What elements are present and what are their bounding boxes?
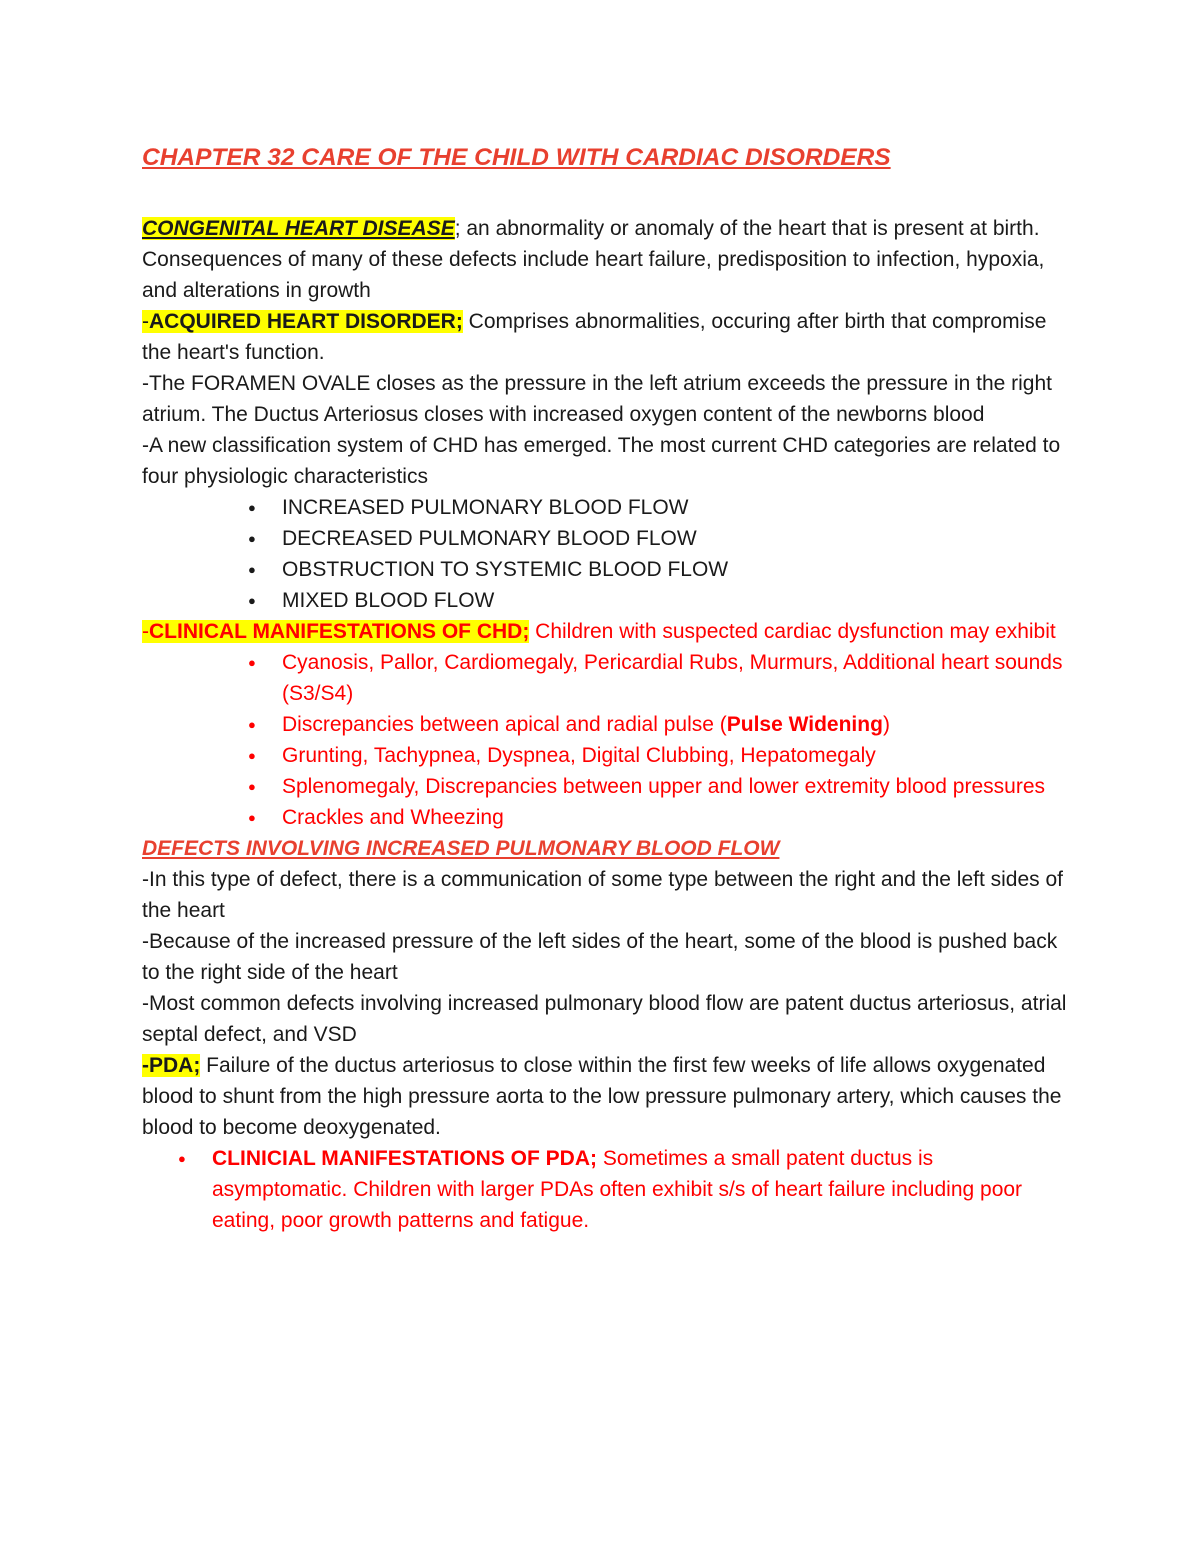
- list-item: ● Crackles and Wheezing: [282, 802, 1070, 833]
- pda-clinical-term: CLINICIAL MANIFESTATIONS OF PDA;: [212, 1147, 597, 1170]
- manifestations-list: [142, 647, 1070, 833]
- chapter-title: CHAPTER 32 CARE OF THE CHILD WITH CARDIAC DISORDERS: [142, 144, 891, 171]
- pda-manifestations-list: [142, 1143, 1070, 1236]
- chd-term: CONGENITAL HEART DISEASE: [142, 217, 455, 240]
- list-item: [282, 709, 1070, 740]
- acquired-term: ACQUIRED HEART DISORDER;: [149, 310, 463, 333]
- defects-paragraph: -Most common defects involving increased pulmonary blood flow are patent ductus arteriosus, atrial septal defect, and VSD: [142, 992, 1067, 1046]
- list-item: ● Cyanosis, Pallor, Cardiomegaly, Pericardial Rubs, Murmurs, Additional heart sounds (S3/S4): [282, 647, 1070, 709]
- pulse-widening: Pulse Widening: [726, 713, 883, 736]
- defects-paragraph: -In this type of defect, there is a communication of some type between the right and the left sides of the heart: [142, 868, 1064, 922]
- acquired-text: Comprises abnormalities, occuring after birth that compromise the heart's function.: [142, 310, 1047, 364]
- list-item: ● DECREASED PULMONARY BLOOD FLOW: [282, 523, 1070, 554]
- pda-clinical-text: Sometimes a small patent ductus is asymptomatic. Children with larger PDAs often exhibit s/s of heart failure including poor eating, poor growth patterns and fatigue.: [212, 1147, 1023, 1232]
- clinical-term: CLINICAL MANIFESTATIONS OF CHD;: [149, 620, 530, 643]
- foramen-paragraph: -The FORAMEN OVALE closes as the pressure in the left atrium exceeds the pressure in the right atrium. The Ductus Arteriosus closes with increased oxygen content of the newborns blood: [142, 372, 1053, 426]
- defects-heading: DEFECTS INVOLVING INCREASED PULMONARY BLOOD FLOW: [142, 837, 780, 860]
- pda-term: -PDA;: [142, 1054, 201, 1077]
- chd-text: an abnormality or anomaly of the heart that is present at birth. Consequences of many of these defects include heart failure, predisposition to infection, hypoxia, and alterations in growth: [142, 217, 1045, 302]
- pda-text: Failure of the ductus arteriosus to close within the first few weeks of life allows oxygenated blood to shunt from the high pressure aorta to the low pressure pulmonary artery, which causes the blood to become deoxygenated.: [142, 1054, 1062, 1139]
- chd-separator: ;: [454, 217, 461, 240]
- pulse-text-post: ): [882, 713, 890, 736]
- pulse-text-pre: Discrepancies between apical and radial pulse (: [282, 713, 727, 736]
- clinical-text: Children with suspected cardiac dysfunction may exhibit: [529, 620, 1056, 643]
- classification-paragraph: -A new classification system of CHD has emerged. The most current CHD categories are related to four physiologic characteristics: [142, 434, 1061, 488]
- chd-categories-list: [142, 492, 1070, 616]
- defects-paragraph: -Because of the increased pressure of the left sides of the heart, some of the blood is pushed back to the right side of the heart: [142, 930, 1058, 984]
- list-item: ● INCREASED PULMONARY BLOOD FLOW: [282, 492, 1070, 523]
- pda-paragraph: [142, 1050, 1070, 1143]
- chd-definition: [142, 213, 1070, 306]
- list-item: ● MIXED BLOOD FLOW: [282, 585, 1070, 616]
- acquired-dash: -: [142, 310, 149, 333]
- list-item: ● Grunting, Tachypnea, Dyspnea, Digital Clubbing, Hepatomegaly: [282, 740, 1070, 771]
- clinical-manifestations-paragraph: [142, 616, 1070, 647]
- clinical-dash: -: [142, 620, 149, 643]
- list-item: ● OBSTRUCTION TO SYSTEMIC BLOOD FLOW: [282, 554, 1070, 585]
- list-item: ● Splenomegaly, Discrepancies between upper and lower extremity blood pressures: [282, 771, 1070, 802]
- list-item: [212, 1143, 1070, 1236]
- acquired-definition: [142, 306, 1070, 368]
